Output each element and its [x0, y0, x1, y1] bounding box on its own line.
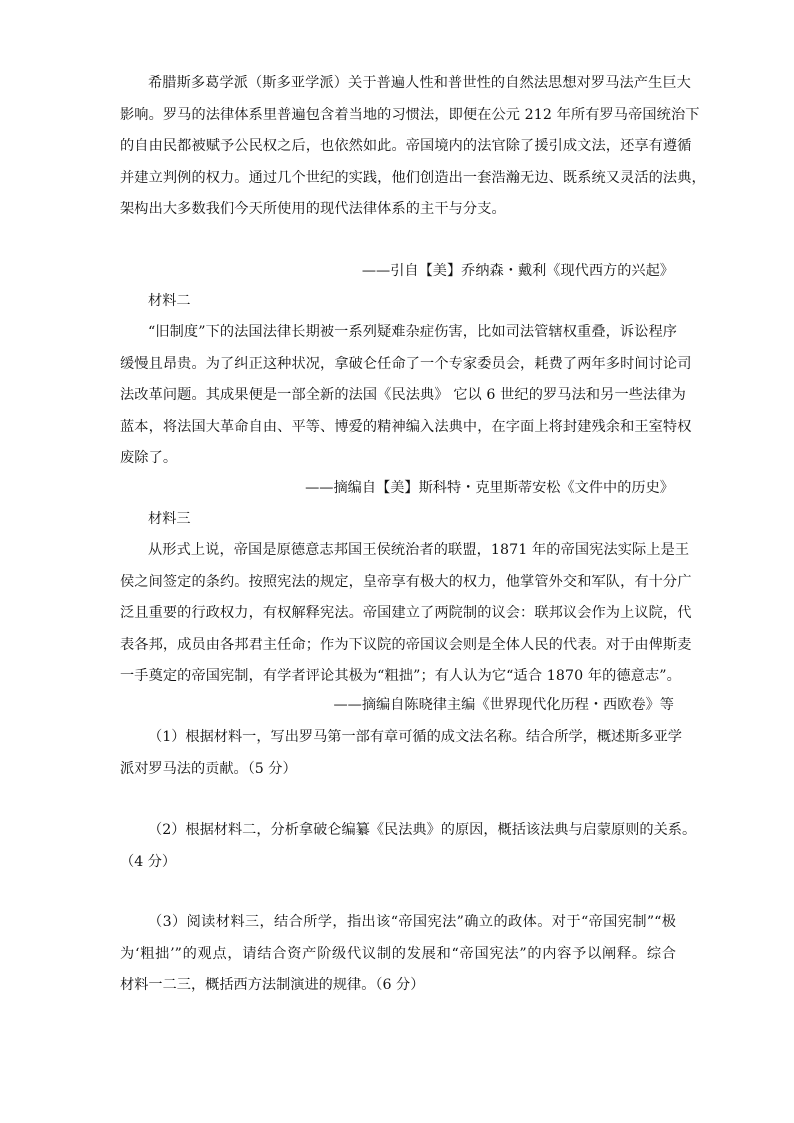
question-3: [120, 907, 676, 1002]
material3-heading: 材料三: [148, 511, 191, 527]
material2-paragraph: [120, 317, 692, 475]
question-1: [120, 722, 682, 785]
material1-line: 架构出大多数我们今天所使用的现代法律体系的主干与分支。: [120, 201, 506, 217]
material2-line: 蓝本，将法国大革命自由、平等、博爱的精神编入法典中，在字面上将封建残余和王室特权: [120, 418, 692, 435]
material3-line: 泛且重要的行政权力，有权解释宪法。帝国建立了两院制的议会：联邦议会作为上议院，代: [120, 605, 692, 621]
question-2-line: （2）根据材料二，分析拿破仑编纂《民法典》的原因，概括该法典与启蒙原则的关系。: [148, 822, 697, 838]
material2-source: ——摘编自【美】斯科特・克里斯蒂安松《文件中的历史》: [305, 480, 674, 496]
question-2-line: （4 分）: [120, 853, 177, 870]
material2-heading: 材料二: [148, 293, 191, 309]
question-2: [120, 815, 697, 878]
material1-paragraph: [120, 68, 706, 226]
material1-line: 影响。罗马的法律体系里普遍包含着当地的习惯法，即便在公元 212 年所有罗马帝国统治下: [120, 106, 700, 123]
question-3-line: （3）阅读材料三，结合所学，指出该“帝国宪法”确立的政体。对于“帝国宪制”“极: [148, 914, 676, 930]
material2-line: “旧制度”下的法国法律长期被一系列疑难杂症伤害，比如司法管辖权重叠，诉讼程序: [148, 324, 678, 340]
material1-line: 的自由民都被赋予公民权之后，也依然如此。帝国境内的法官除了援引成文法，还享有遵循: [120, 138, 692, 154]
material3-line: 从形式上说，帝国是原德意志邦国王侯统治者的联盟，1871 年的帝国宪法实际上是王: [148, 542, 690, 558]
material1-line: 希腊斯多葛学派（斯多亚学派）关于普遍人性和普世性的自然法思想对罗马法产生巨大: [148, 75, 691, 91]
question-1-line: 派对罗马法的贡献。（5 分）: [120, 760, 297, 777]
material1-line: 并建立判例的权力。通过几个世纪的实践，他们创造出一套浩瀚无边、既系统又灵活的法典，: [120, 169, 706, 186]
question-3-line: 为‘粗拙’”的观点，请结合资产阶级代议制的发展和“帝国宪法”的内容予以阐释。综合: [120, 945, 676, 962]
material2-line: 废除了。: [120, 450, 178, 466]
material2-line: 缓慢且昂贵。为了纠正这种状况，拿破仑任命了一个专家委员会，耗费了两年多时间讨论司: [120, 355, 692, 372]
material3-source: ——摘编自陈晓律主编《世界现代化历程・西欧卷》等: [333, 697, 674, 713]
material3-paragraph: [120, 535, 692, 693]
material3-line: 表各邦，成员由各邦君主任命；作为下议院的帝国议会则是全体人民的代表。对于由俾斯麦: [120, 636, 692, 653]
material1-source: ——引自【美】乔纳森・戴利《现代西方的兴起》: [361, 263, 674, 279]
question-3-line: 材料一二三，概括西方法制演进的规律。（6 分）: [120, 977, 425, 993]
material2-line: 法改革问题。其成果便是一部全新的法国《民法典》 它以 6 世纪的罗马法和另一些法律为: [120, 387, 686, 403]
question-1-line: （1）根据材料一，写出罗马第一部有章可循的成文法名称。结合所学，概述斯多亚学: [148, 729, 682, 745]
material3-line: 侯之间签定的条约。按照宪法的规定，皇帝享有极大的权力，他掌管外交和军队，有十分广: [120, 573, 692, 590]
material3-line: 一手奠定的帝国宪制，有学者评论其极为“粗拙”；有人认为它“适合 1870 年的德意志”。: [120, 668, 681, 684]
